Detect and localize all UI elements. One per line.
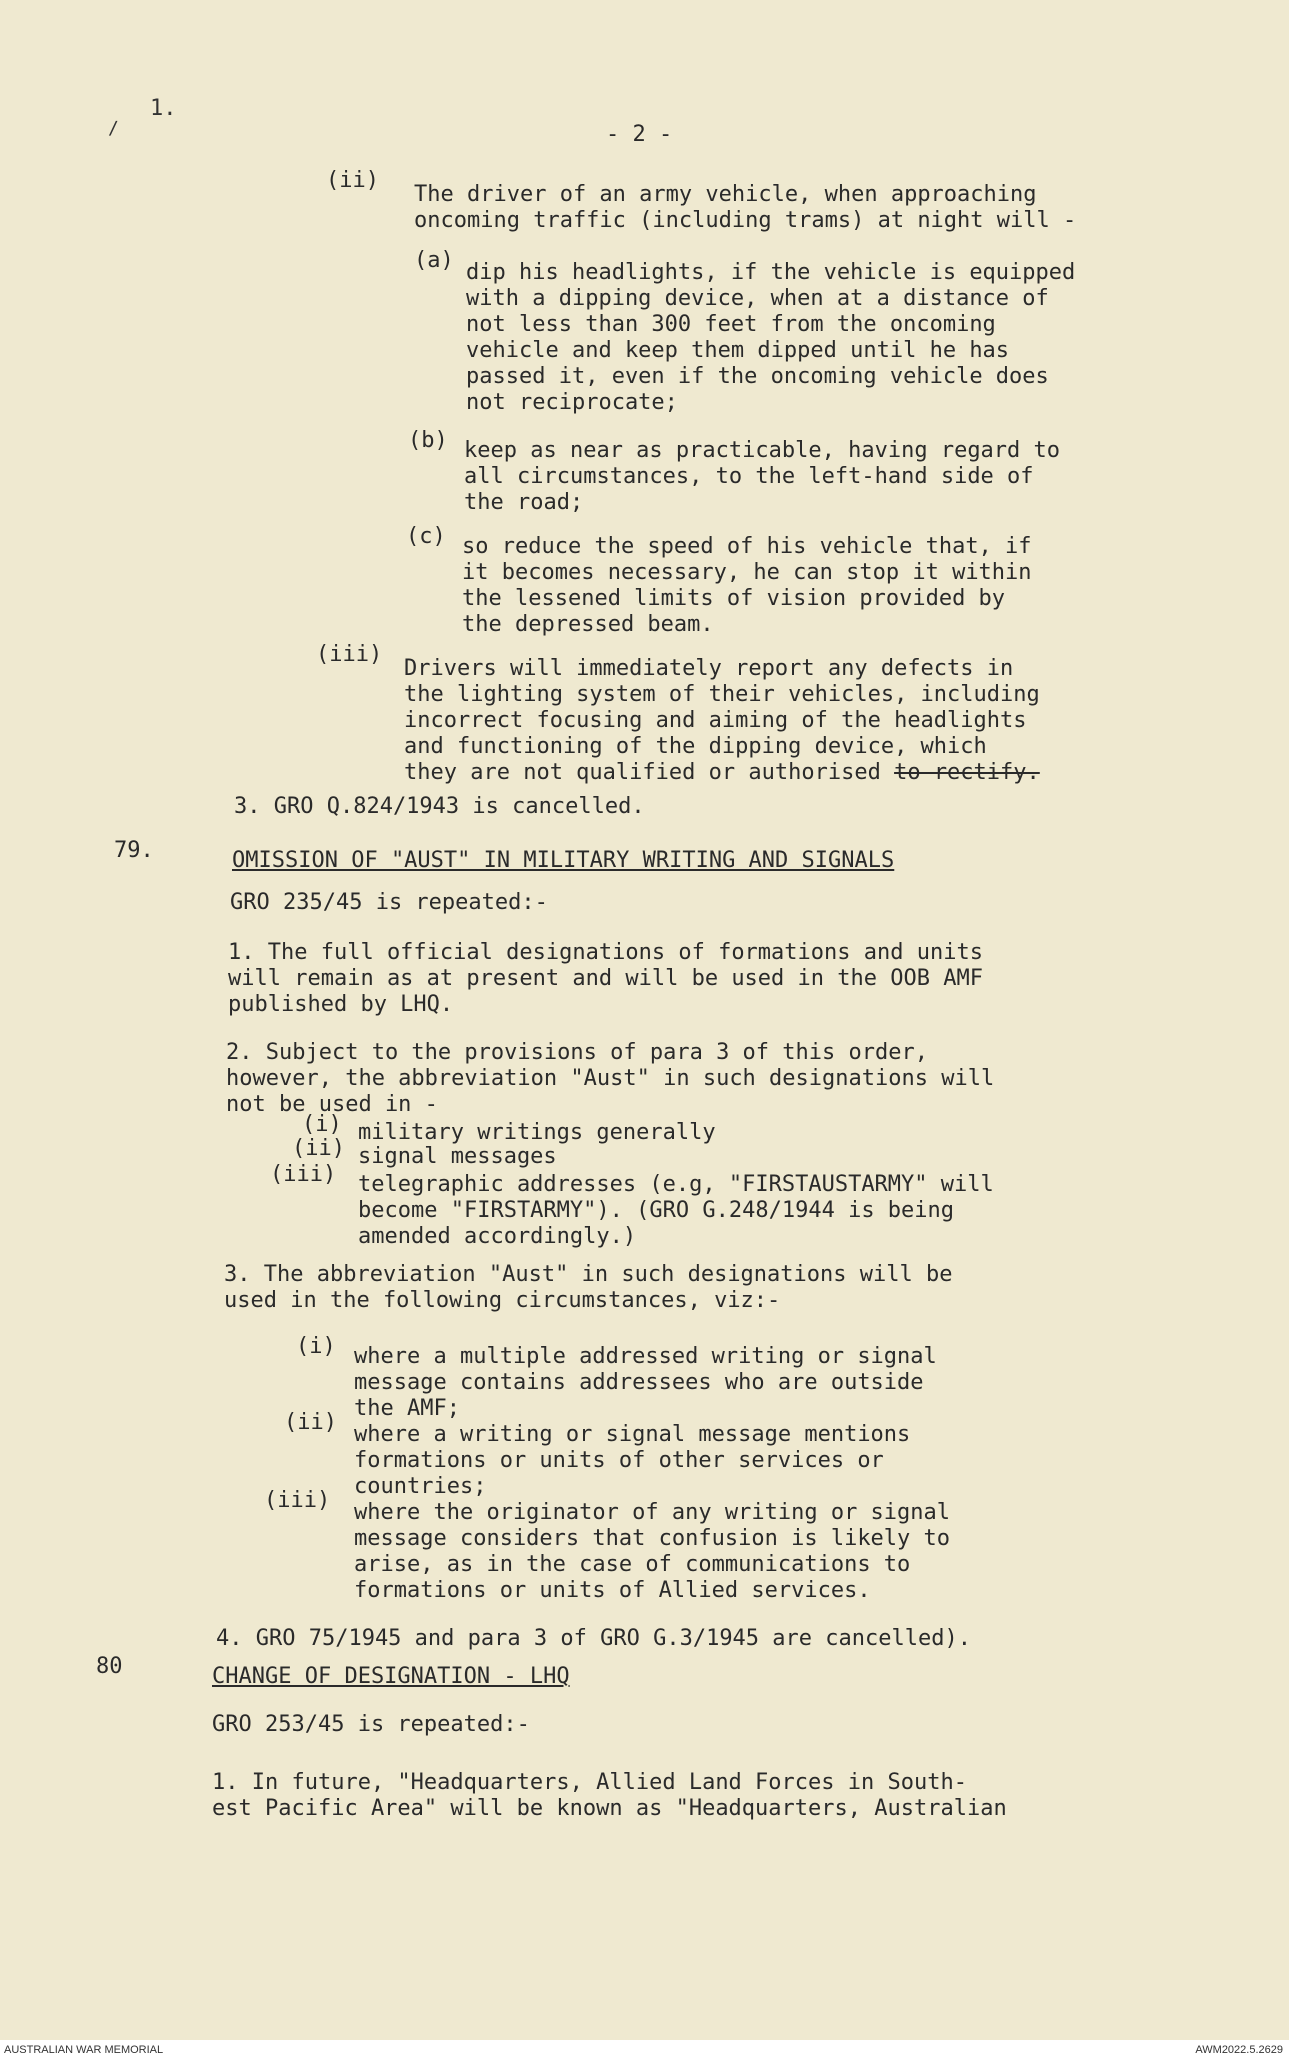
text-line: the AMF; <box>354 1396 460 1421</box>
item-label: (c) <box>406 524 446 549</box>
text-line: all circumstances, to the left-hand side of <box>464 464 1034 489</box>
footer-bar <box>0 2040 1289 2061</box>
text-line: military writings generally <box>358 1120 716 1145</box>
text-line: so reduce the speed of his vehicle that, if <box>462 534 1032 559</box>
text-line: it becomes necessary, he can stop it within <box>462 560 1032 585</box>
section-heading: OMISSION OF "AUST" IN MILITARY WRITING AND SIGNALS <box>232 848 895 873</box>
punch-mark: ∕ <box>108 118 119 139</box>
text-line: the depressed beam. <box>462 612 714 637</box>
item-label: (i) <box>296 1334 336 1359</box>
text-line <box>404 760 1040 786</box>
text-line: oncoming traffic (including trams) at night will - <box>414 208 1077 233</box>
text-line: Drivers will immediately report any defects in <box>404 656 1014 681</box>
item-label: (ii) <box>326 168 379 193</box>
footer-credit: AUSTRALIAN WAR MEMORIAL <box>4 2044 164 2056</box>
item-label: (iii) <box>316 642 383 667</box>
text-line: vehicle and keep them dipped until he has <box>466 338 1010 363</box>
paragraph: 3. GRO Q.824/1943 is cancelled. <box>234 794 645 819</box>
text-line: not be used in - <box>226 1092 438 1117</box>
text-line: the lessened limits of vision provided by <box>462 586 1006 611</box>
text-line: and functioning of the dipping device, which <box>404 734 987 759</box>
text-line: formations or units of other services or <box>354 1448 884 1473</box>
struck-text: to rectify. <box>894 760 1040 785</box>
item-number: 79. <box>114 838 154 863</box>
text-line: where a writing or signal message mentions <box>354 1422 911 1447</box>
text-line: dip his headlights, if the vehicle is equipped <box>466 260 1076 285</box>
text-line: 2. Subject to the provisions of para 3 of this order, <box>226 1040 928 1065</box>
text-line: not less than 300 feet from the oncoming <box>466 312 996 337</box>
text-line: incorrect focusing and aiming of the headlights <box>404 708 1027 733</box>
text-line: 4. GRO 75/1945 and para 3 of GRO G.3/1945 are cancelled). <box>216 1626 971 1651</box>
text-line: however, the abbreviation "Aust" in such designations will <box>226 1066 995 1091</box>
text-line: 1. In future, "Headquarters, Allied Land Forces in South- <box>212 1770 967 1795</box>
repeated-note: GRO 253/45 is repeated:- <box>212 1712 530 1737</box>
text-line: passed it, even if the oncoming vehicle does <box>466 364 1049 389</box>
page-number: - 2 - <box>606 122 673 147</box>
text-line: message contains addressees who are outside <box>354 1370 924 1395</box>
item-number: 80 <box>96 1654 123 1679</box>
text-line: with a dipping device, when at a distance of <box>466 286 1049 311</box>
item-label: (a) <box>414 248 454 273</box>
item-label: (iii) <box>270 1162 337 1187</box>
text-line: amended accordingly.) <box>358 1224 637 1249</box>
text-line: where the originator of any writing or signal <box>354 1500 951 1525</box>
text-line: the lighting system of their vehicles, including <box>404 682 1040 707</box>
text-line: used in the following circumstances, viz:- <box>224 1288 781 1313</box>
text-line: est Pacific Area" will be known as "Headquarters, Australian <box>212 1796 1007 1821</box>
text-line: will remain as at present and will be used in the OOB AMF <box>228 966 983 991</box>
text-line: where a multiple addressed writing or signal <box>354 1344 937 1369</box>
text-line: 3. The abbreviation "Aust" in such designations will be <box>224 1262 953 1287</box>
item-label: (iii) <box>264 1488 331 1513</box>
section-heading: CHANGE OF DESIGNATION - LHQ <box>212 1664 570 1689</box>
repeated-note: GRO 235/45 is repeated:- <box>230 890 548 915</box>
text-line: 1. The full official designations of formations and units <box>228 940 983 965</box>
text-line: The driver of an army vehicle, when approaching <box>414 182 1037 207</box>
corner-mark: 1. <box>150 96 177 121</box>
text-line: telegraphic addresses (e.g, "FIRSTAUSTARMY" will <box>358 1172 994 1197</box>
text-line: not reciprocate; <box>466 390 678 415</box>
text-line: message considers that confusion is likely to <box>354 1526 951 1551</box>
item-label: (ii) <box>284 1410 337 1435</box>
footer-accession: AWM2022.5.2629 <box>1195 2044 1283 2056</box>
item-label: (b) <box>408 428 448 453</box>
text-line: signal messages <box>358 1144 557 1169</box>
item-label: (ii) <box>292 1136 345 1161</box>
text-line: countries; <box>354 1474 487 1499</box>
text-line: arise, as in the case of communications to <box>354 1552 911 1577</box>
text-line: published by LHQ. <box>228 992 454 1017</box>
item-label: (i) <box>302 1112 342 1137</box>
text-line: the road; <box>464 490 584 515</box>
text-line: keep as near as practicable, having regard to <box>464 438 1061 463</box>
text-line: become "FIRSTARMY"). (GRO G.248/1944 is being <box>358 1198 955 1223</box>
text-line: formations or units of Allied services. <box>354 1578 871 1603</box>
text-line-part: they are not qualified or authorised <box>404 760 881 785</box>
